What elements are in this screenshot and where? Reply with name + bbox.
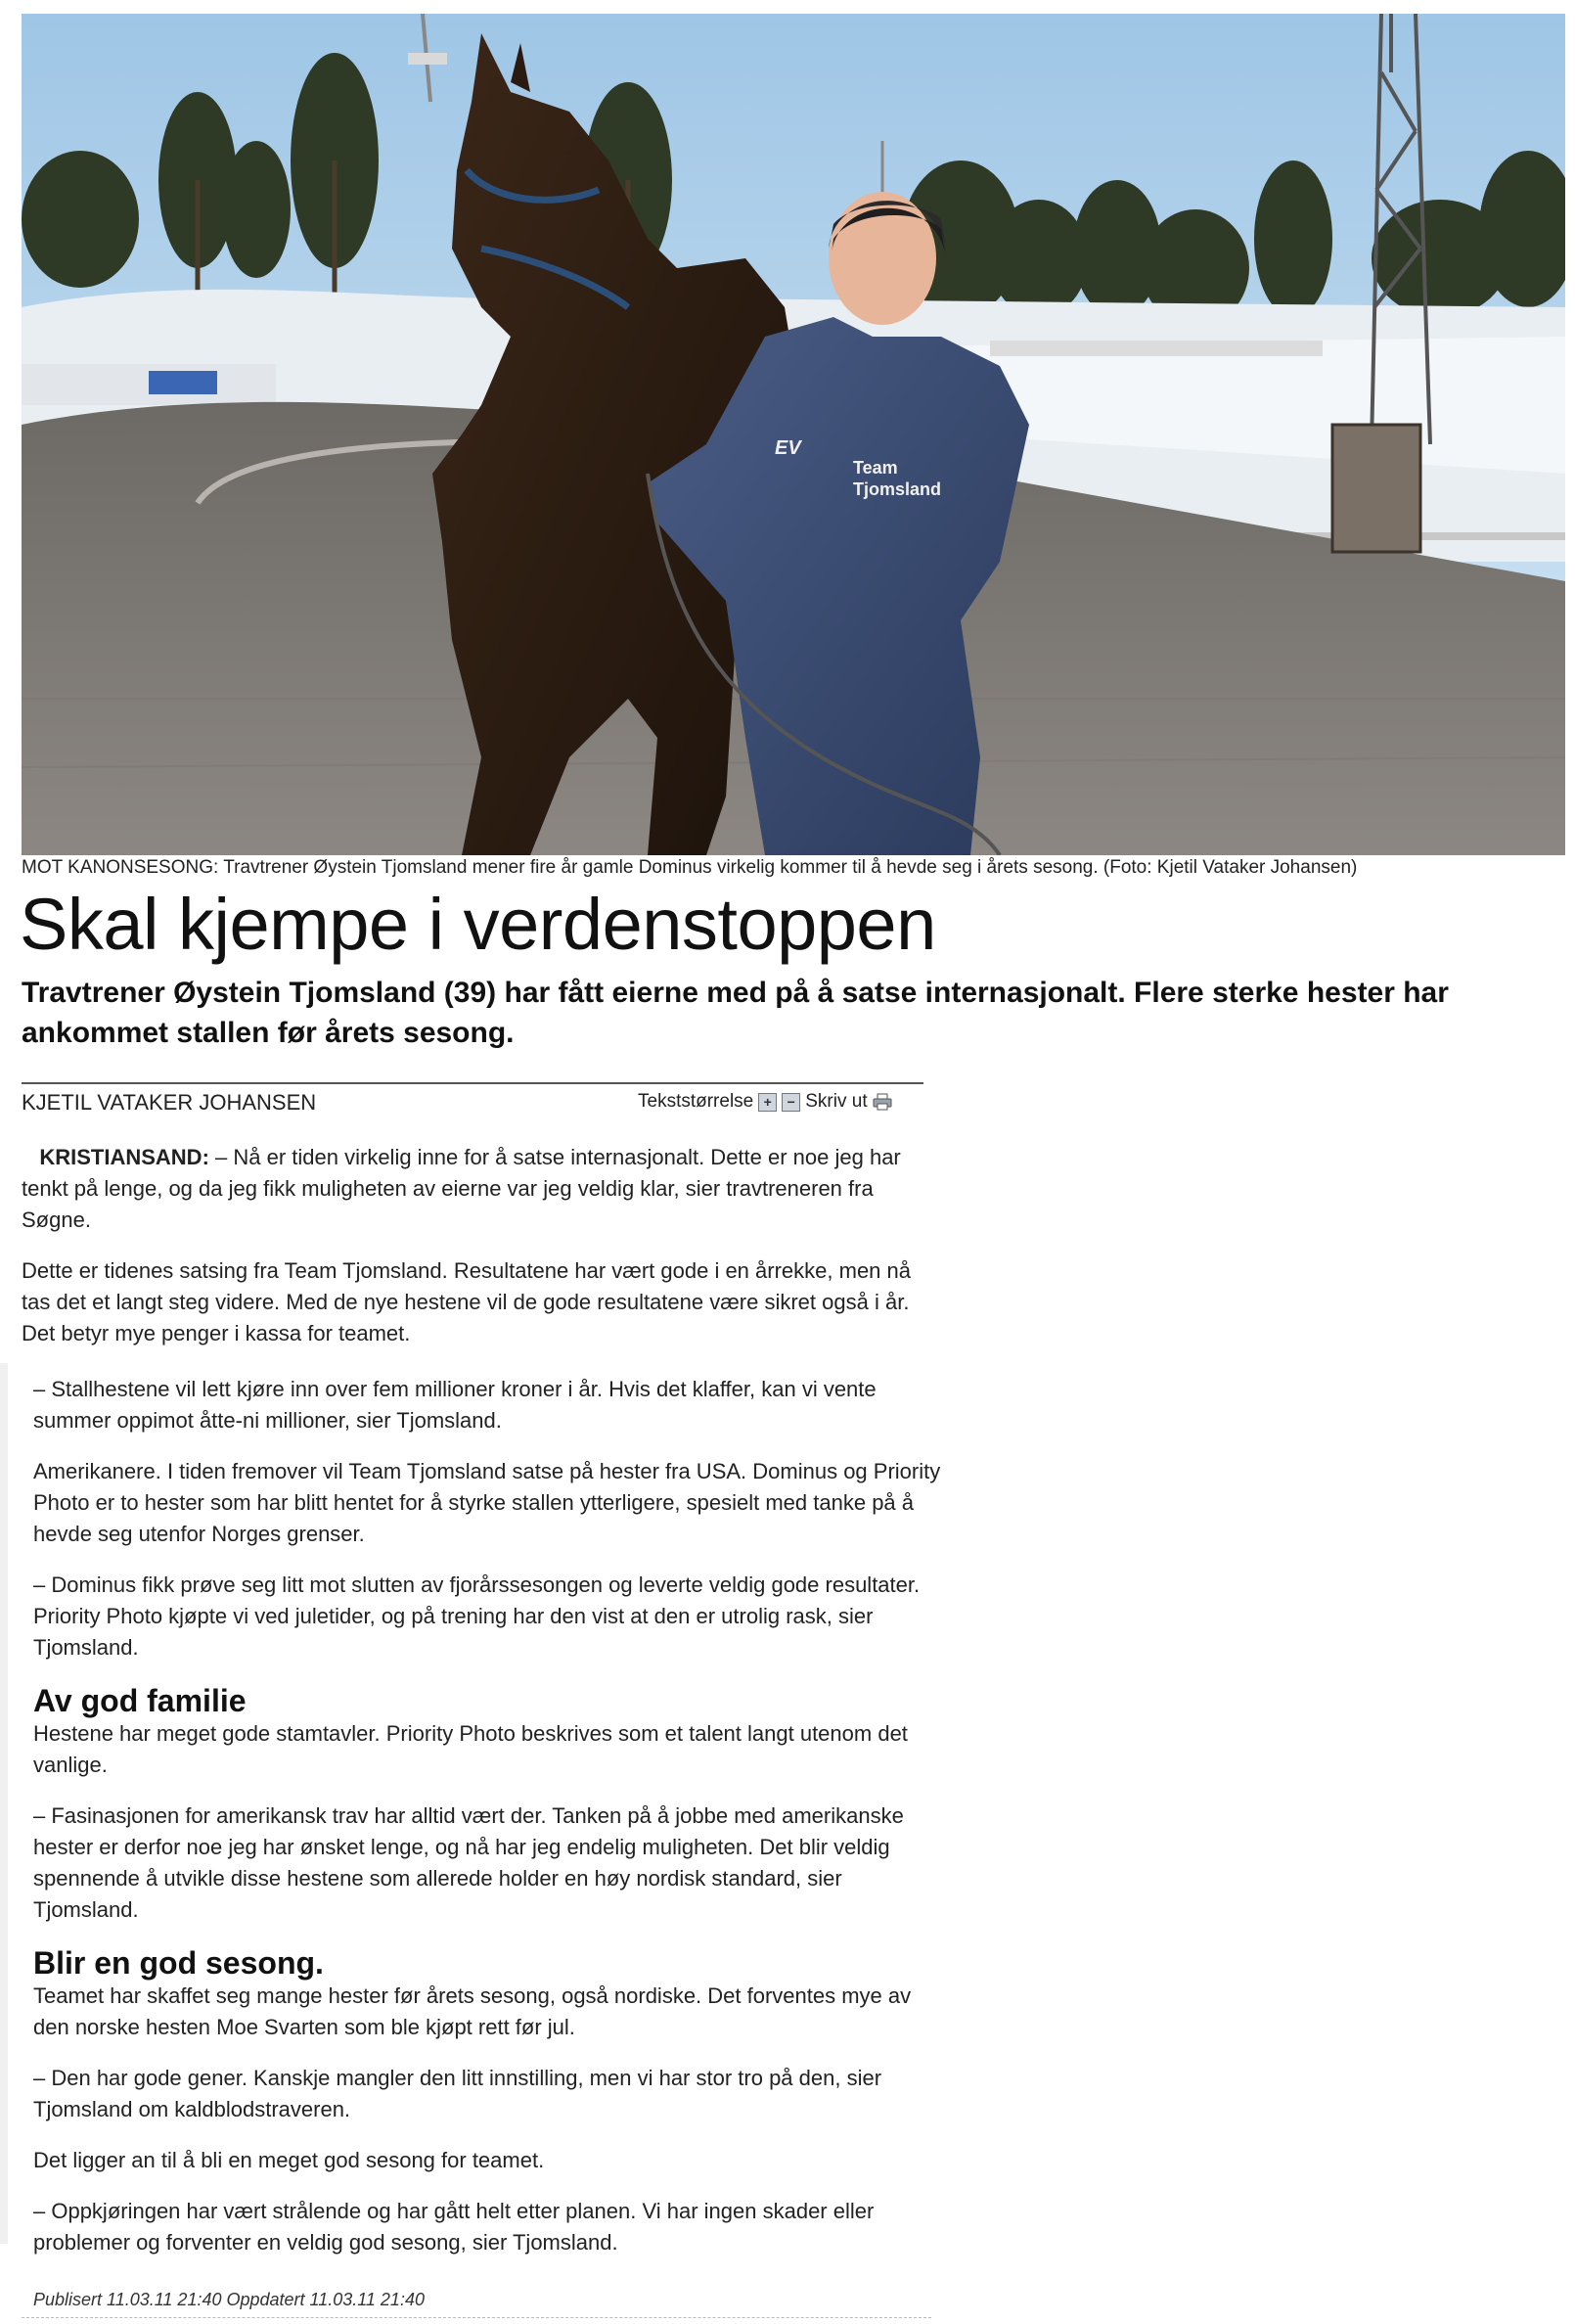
print-link[interactable]: Skriv ut xyxy=(805,1091,868,1112)
paragraph-7: – Fasinasjonen for amerikansk trav har alltid vært der. Tanken på å jobbe med amerikanske hester er derfor noe jeg har ønsket lenge, og nå har jeg endelig muligheten. Det blir veldig spennende å utvikle disse hestene som allerede holder en høy nordisk standard, sier Tjomsland. xyxy=(33,1803,904,1922)
article-byline: KJETIL VATAKER JOHANSEN xyxy=(22,1090,317,1115)
paragraph-2: Dette er tidenes satsing fra Team Tjomsland. Resultatene har vært gode i en årrekke, men nå tas det et langt steg videre. Med de nye hestene vil de gode resultatene være sikret også i år. Det betyr mye penger i kassa for teamet. xyxy=(22,1258,911,1345)
article-body-main xyxy=(33,1374,943,2278)
article-headline: Skal kjempe i verdenstoppen xyxy=(20,884,936,965)
paragraph-1-text: – Nå er tiden virkelig inne for å satse internasjonalt. Dette er noe jeg har tenkt på lenge, og da jeg fikk muligheten av eierne var jeg veldig klar, sier travtreneren fra Søgne. xyxy=(22,1145,901,1232)
article-lead: Travtrener Øystein Tjomsland (39) har fått eierne med på å satse internasjonalt. Flere sterke hester har ankommet stallen før årets sesong. xyxy=(22,977,1449,1049)
dateline: KRISTIANSAND: xyxy=(39,1145,209,1169)
jacket-team-text: Team xyxy=(853,458,898,478)
paragraph-4: Amerikanere. I tiden fremover vil Team Tjomsland satse på hester fra USA. Dominus og Priority Photo er to hester som har blitt hentet for å styrke stallen ytterligere, spesielt med tanke på å hevde seg utenfor Norges grenser. xyxy=(33,1459,941,1546)
jacket-tjomsland-text: Tjomsland xyxy=(853,479,942,499)
paragraph-8: Teamet har skaffet seg mange hester før årets sesong, også nordiske. Det forventes mye av den norske hesten Moe Svarten som ble kjøpt rett før jul. xyxy=(33,1983,912,2039)
paragraph-3: – Stallhestene vil lett kjøre inn over fem millioner kroner i år. Hvis det klaffer, kan vi vente summer oppimot åtte-ni millioner, sier Tjomsland. xyxy=(33,1377,877,1433)
paragraph-5: – Dominus fikk prøve seg litt mot slutten av fjorårssesongen og leverte veldig gode resultater. Priority Photo kjøpte vi ved juletider, og på trening har den vist at den er utrolig rask, sier Tjomsland. xyxy=(33,1572,921,1660)
plus-icon[interactable]: + xyxy=(758,1093,777,1112)
byline-divider xyxy=(22,1082,923,1084)
jacket-logo-text: EV xyxy=(775,437,801,459)
article-body-top xyxy=(22,1142,931,1369)
minus-icon[interactable]: − xyxy=(782,1093,800,1112)
paragraph-6: Hestene har meget gode stamtavler. Priority Photo beskrives som et talent langt utenom det vanlige. xyxy=(33,1721,908,1777)
footer-divider xyxy=(22,2317,931,2318)
paragraph-10: Det ligger an til å bli en meget god sesong for teamet. xyxy=(33,2148,545,2172)
subheading-1: Av god familie xyxy=(33,1683,247,1718)
paragraph-1 xyxy=(22,1142,931,1236)
photo-caption: MOT KANONSESONG: Travtrener Øystein Tjomsland mener fire år gamle Dominus virkelig kommer til å hevde seg i årets sesong. (Foto: Kjetil Vataker Johansen) xyxy=(22,857,1358,878)
paragraph-11: – Oppkjøringen har vært strålende og har gått helt etter planen. Vi har ingen skader eller problemer og forventer en veldig god sesong, sier Tjomsland. xyxy=(33,2199,875,2255)
printer-icon[interactable] xyxy=(873,1093,892,1111)
subheading-2: Blir en god sesong. xyxy=(33,1945,324,1981)
article-tools xyxy=(638,1089,892,1115)
article-photo xyxy=(22,14,1565,855)
horse-and-trainer-photo xyxy=(22,14,1565,855)
paragraph-9: – Den har gode gener. Kanskje mangler den litt innstilling, men vi har stor tro på den, sier Tjomsland om kaldblodstraveren. xyxy=(33,2066,882,2121)
publish-timestamps: Publisert 11.03.11 21:40 Oppdatert 11.03.11 21:40 xyxy=(33,2290,425,2309)
text-size-label: Tekststørrelse xyxy=(638,1091,754,1112)
left-margin-shade xyxy=(0,1363,8,2244)
